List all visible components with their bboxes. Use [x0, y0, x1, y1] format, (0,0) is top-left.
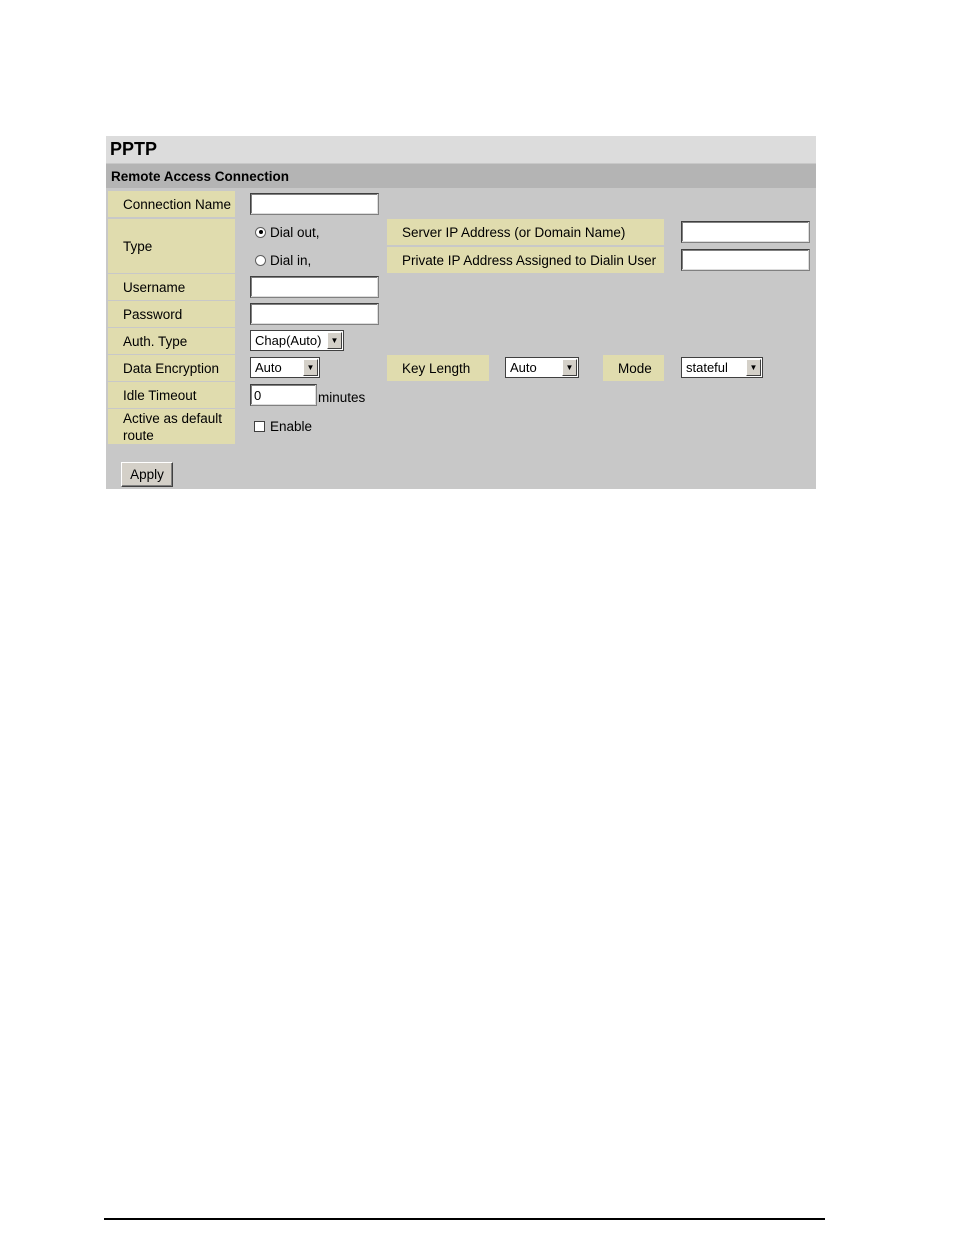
- chevron-down-icon[interactable]: ▼: [327, 332, 342, 349]
- row-auth-type: [106, 328, 816, 354]
- dial-in-label: Dial in,: [270, 252, 312, 268]
- username-label: Username: [108, 274, 235, 300]
- row-default-route: [106, 409, 816, 444]
- password-label: Password: [108, 301, 235, 327]
- auth-type-label: Auth. Type: [108, 328, 235, 354]
- enable-checkbox[interactable]: [254, 421, 265, 432]
- dial-out-label: Dial out,: [270, 224, 320, 240]
- mode-value: stateful: [686, 360, 728, 375]
- radio-dial-in-icon[interactable]: [255, 255, 266, 266]
- enable-label: Enable: [270, 419, 313, 434]
- server-ip-label: Server IP Address (or Domain Name): [387, 219, 664, 245]
- connection-name-input[interactable]: [250, 193, 379, 215]
- apply-button[interactable]: Apply: [121, 462, 173, 487]
- password-input[interactable]: [250, 303, 379, 325]
- enable-checkbox-row[interactable]: [237, 409, 816, 444]
- row-password: [106, 301, 816, 327]
- chevron-down-icon[interactable]: ▼: [562, 359, 577, 376]
- row-username: [106, 274, 816, 300]
- idle-timeout-input[interactable]: [250, 384, 317, 406]
- footer-divider: [104, 1218, 825, 1220]
- page-title: PPTP: [110, 139, 158, 159]
- default-route-label-line1: Active as default: [123, 410, 223, 426]
- title-bar: [106, 136, 816, 163]
- key-length-select[interactable]: [505, 357, 579, 378]
- mode-label: Mode: [603, 355, 664, 381]
- chevron-down-icon[interactable]: ▼: [303, 359, 318, 376]
- mode-select[interactable]: [681, 357, 763, 378]
- row-idle-timeout: [106, 382, 816, 408]
- default-route-label: [108, 409, 235, 444]
- username-input[interactable]: [250, 276, 379, 298]
- type-label: Type: [108, 219, 235, 273]
- private-ip-label: Private IP Address Assigned to Dialin User: [387, 247, 664, 273]
- default-route-label-line2: route: [123, 427, 154, 443]
- idle-timeout-label: Idle Timeout: [108, 382, 235, 408]
- connection-name-label: Connection Name: [108, 191, 235, 217]
- row-data-encryption: [106, 355, 816, 381]
- data-encryption-label: Data Encryption: [108, 355, 235, 381]
- idle-timeout-unit: minutes: [318, 390, 366, 405]
- auth-type-value: Chap(Auto): [255, 333, 322, 348]
- row-type: [106, 219, 816, 273]
- radio-dial-out-icon[interactable]: [255, 227, 266, 238]
- private-ip-input[interactable]: [681, 249, 810, 271]
- data-encryption-value: Auto: [255, 360, 282, 375]
- row-connection-name: [106, 191, 816, 217]
- data-encryption-select[interactable]: [250, 357, 320, 378]
- section-header: [106, 164, 816, 188]
- key-length-value: Auto: [510, 360, 537, 375]
- auth-type-select[interactable]: [250, 330, 344, 351]
- radio-dial-in[interactable]: [237, 247, 385, 273]
- radio-dial-out[interactable]: [237, 219, 385, 245]
- server-ip-input[interactable]: [681, 221, 810, 243]
- pptp-panel: [106, 136, 816, 489]
- section-title: Remote Access Connection: [111, 169, 290, 184]
- chevron-down-icon[interactable]: ▼: [746, 359, 761, 376]
- key-length-label: Key Length: [387, 355, 489, 381]
